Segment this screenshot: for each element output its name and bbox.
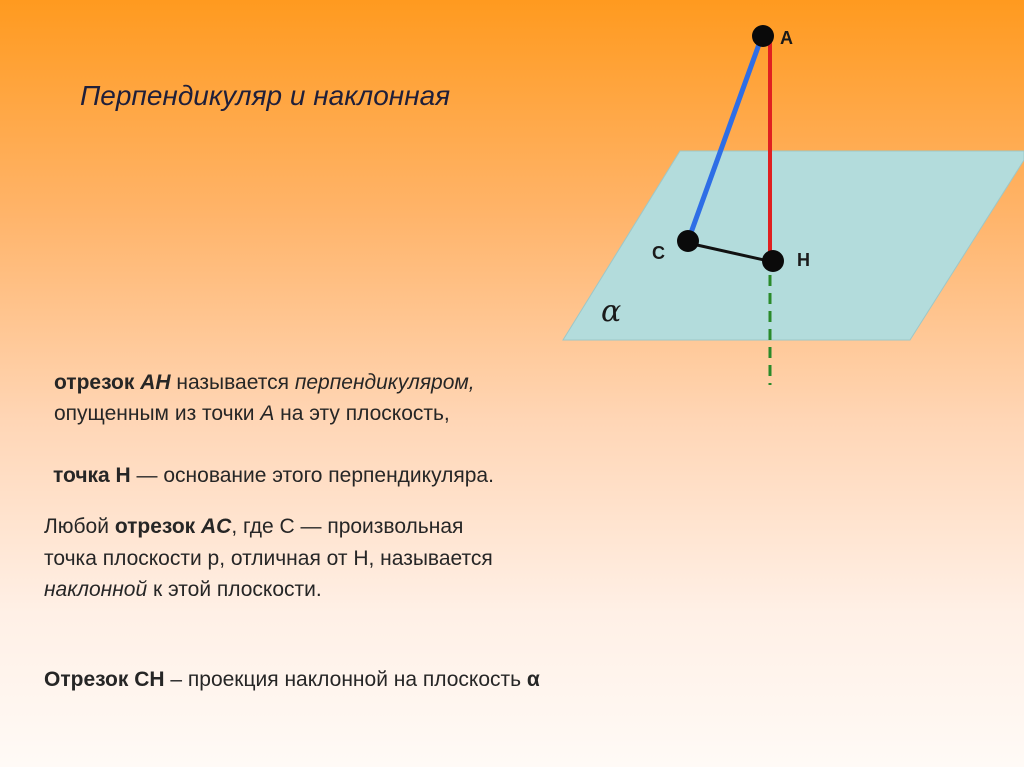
point-a-marker [752,25,774,47]
text-fragment: — основание этого перпендикуляра. [130,464,494,487]
plane-alpha-label: α [601,294,622,329]
point-c-marker [677,230,699,252]
term-ch: Отрезок СН [44,668,165,691]
text-fragment: точка плоскости р, отличная от Н, называется [44,547,493,570]
paragraph-inclined-line3 [44,574,322,605]
term-ac: AC [201,515,232,538]
text-fragment: отрезок [114,515,201,538]
paragraph-perpendicular-line2 [54,398,450,429]
point-a-label: A [780,28,793,48]
text-fragment: на эту плоскость, [274,402,450,425]
term-alpha: α [526,668,540,691]
text-fragment: Любой [44,515,115,538]
text-fragment: называется [170,371,295,394]
text-fragment: отрезок [54,371,141,394]
text-fragment: – проекция наклонной на плоскость [164,668,527,691]
point-h-marker [762,250,784,272]
text-fragment: , где С — произвольная [231,515,464,538]
term-point-h: точка H [53,464,131,487]
text-fragment: к этой плоскости. [147,578,322,601]
term-perpendicular: перпендикуляром, [294,371,475,394]
paragraph-perpendicular-line1 [54,367,475,398]
point-c-label: C [652,243,665,263]
point-h-label: H [797,250,810,270]
paragraph-projection [44,664,540,695]
plane-alpha [563,151,1024,340]
paragraph-foot-of-perpendicular [53,460,494,491]
term-a: A [260,402,275,425]
slide-title: Перпендикуляр и наклонная [80,80,451,111]
text-fragment: опущенным из точки [54,402,261,425]
term-ah: AH [140,371,171,394]
paragraph-inclined-line2 [44,543,493,574]
term-inclined: наклонной [44,578,148,601]
paragraph-inclined-line1 [44,511,463,542]
